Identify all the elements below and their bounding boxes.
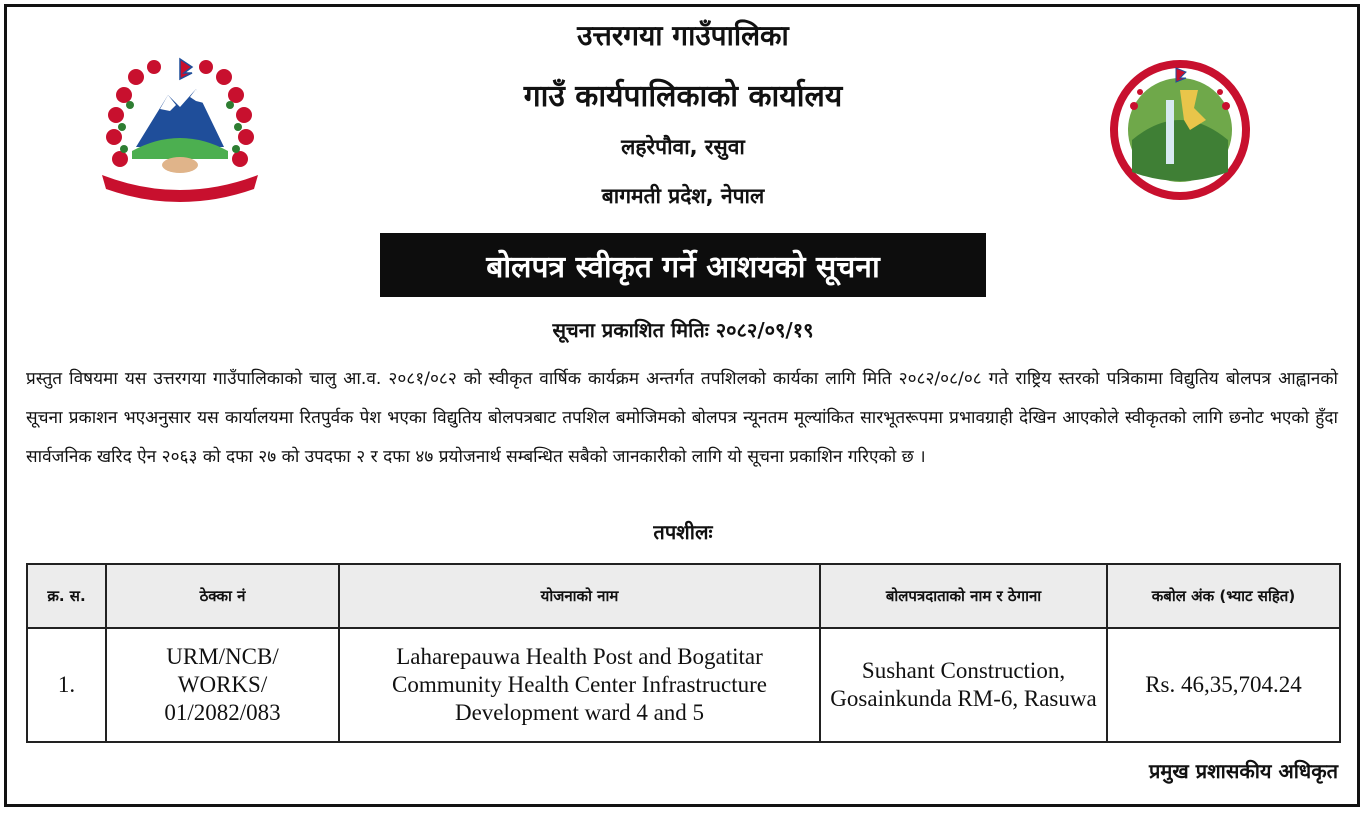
schedule-heading: तपशीलः	[653, 520, 713, 544]
published-date: सूचना प्रकाशित मितिः २०८२/०९/१९	[552, 318, 814, 342]
cell-contract-no	[106, 628, 339, 742]
cell-project-name: Laharepauwa Health Post and Bogatitar Community Health Center Infrastructure Development ward 4 and 5	[339, 628, 820, 742]
province-name: बागमती प्रदेश, नेपाल	[601, 184, 765, 208]
header-contract-no: ठेक्का नं	[106, 564, 339, 628]
table-header-row	[27, 564, 1340, 628]
office-name: गाउँ कार्यपालिकाको कार्यालय	[523, 79, 843, 114]
bid-table	[26, 563, 1341, 743]
cell-bidder: Sushant Construction, Gosainkunda RM-6, Rasuwa	[820, 628, 1107, 742]
cell-bid-amount: Rs. 46,35,704.24	[1107, 628, 1340, 742]
office-location: लहरेपौवा, रसुवा	[621, 135, 745, 159]
signatory: प्रमुख प्रशासकीय अधिकृत	[1149, 759, 1338, 783]
notice-title: बोलपत्र स्वीकृत गर्ने आशयको सूचना	[380, 233, 986, 297]
contract-no-text: URM/NCB/ WORKS/ 01/2082/083	[164, 644, 281, 725]
municipality-name: उत्तरगया गाउँपालिका	[577, 19, 789, 52]
header-bid-amount: कबोल अंक (भ्याट सहित)	[1107, 564, 1340, 628]
header-project-name: योजनाको नाम	[339, 564, 820, 628]
table-row	[27, 628, 1340, 742]
header-serial: क्र. स.	[27, 564, 106, 628]
notice-body: प्रस्तुत विषयमा यस उत्तरगया गाउँपालिकाको चालु आ.व. २०८१/०८२ को स्वीकृत वार्षिक कार्यक्रम अन्तर्गत तपशिलको कार्यका लागि मिति २०८२/०८/०८ गते राष्ट्रिय स्तरको पत्रिकामा विद्युतिय बोलपत्र आह्वानको सूचना प्रकाशन भएअनुसार यस कार्यालयमा रितपुर्वक पेश भएका विद्युतिय बोलपत्रबाट तपशिल बमोजिमको बोलपत्र न्यूनतम मूल्यांकित सारभूतरूपमा प्रभावग्राही देखिन आएकोले स्वीकृतको लागि छनोट भएको हुँदा सार्वजनिक खरिद ऐन २०६३ को दफा २७ को उपदफा २ र दफा ४७ प्रयोजनार्थ सम्बन्धित सबैको जानकारीको लागि यो सूचना प्रकाशिन गरिएको छ ।	[26, 369, 1338, 467]
cell-serial: 1.	[27, 628, 106, 742]
header-bidder: बोलपत्रदाताको नाम र ठेगाना	[820, 564, 1107, 628]
